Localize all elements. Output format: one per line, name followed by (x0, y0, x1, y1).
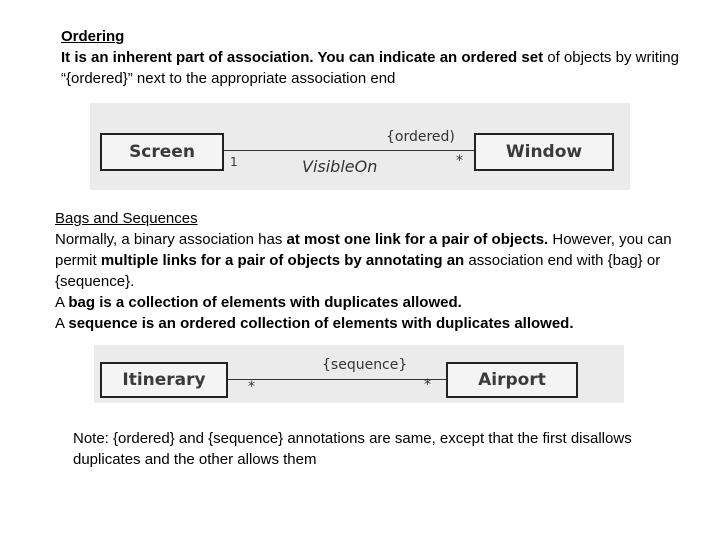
ordering-diagram (90, 103, 630, 190)
bags-text-2: at most one link for a pair of objects. (286, 231, 549, 248)
airport-class-box: Airport (446, 362, 578, 398)
seq-def-b: sequence (68, 315, 138, 332)
association-name-label: VisibleOn (302, 157, 378, 176)
bags-text-1: Normally, a binary association has (55, 231, 287, 248)
bag-definition (55, 292, 705, 313)
bags-paragraph (55, 229, 705, 292)
ordering-paragraph-rest: of objects by writing “{ordered}” next to the appropriate association end (61, 49, 679, 87)
bag-def-a: A (55, 294, 69, 311)
seq-def-a: A (55, 315, 69, 332)
note-paragraph: Note: {ordered} and {sequence} annotations are same, except that the first disallows duplicates and the other allows them (73, 430, 632, 468)
ordering-heading: Ordering (61, 28, 125, 45)
bags-sequences-section (55, 208, 705, 334)
bags-text-5: association end with {bag} or {sequence}. (55, 252, 661, 290)
ordering-section (61, 26, 691, 89)
ordering-paragraph (61, 47, 691, 89)
itinerary-class-box: Itinerary (100, 362, 228, 398)
airport-multiplicity-label: * (424, 377, 431, 393)
seq-def-c: is an ordered collection of elements with duplicates allowed. (137, 315, 574, 332)
bags-text-3: However, you can permit (55, 231, 672, 269)
right-multiplicity-label: * (456, 153, 463, 169)
association-line (224, 150, 474, 151)
bags-heading: Bags and Sequences (55, 210, 198, 227)
ordering-paragraph-bold: It is an inherent part of association. You can indicate an ordered set (61, 49, 544, 66)
ordered-constraint-label: {ordered) (386, 129, 455, 145)
itinerary-multiplicity-label: * (248, 379, 255, 395)
sequence-definition (55, 313, 705, 334)
sequence-association-line (228, 379, 446, 380)
sequence-constraint-label: {sequence} (322, 357, 408, 373)
left-multiplicity-label: 1 (230, 155, 238, 169)
sequence-diagram (94, 345, 624, 403)
bags-text-4: multiple links for a pair of objects by annotating an (100, 252, 465, 269)
window-class-box: Window (474, 133, 614, 171)
bag-def-b: bag is a collection of elements with duplicates allowed. (68, 294, 462, 311)
screen-class-box: Screen (100, 133, 224, 171)
